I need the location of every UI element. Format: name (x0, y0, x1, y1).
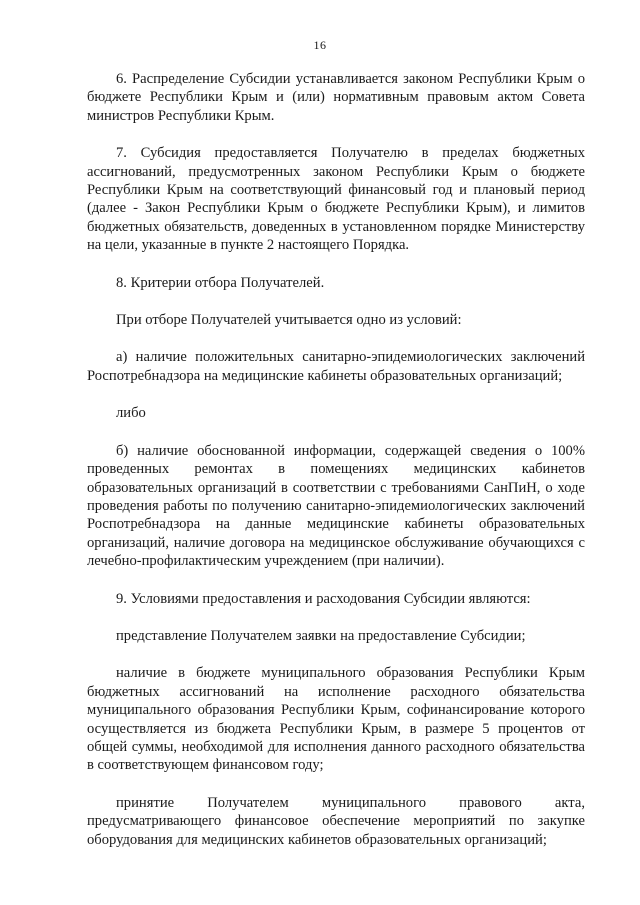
paragraph-or: либо (116, 405, 146, 422)
paragraph-budget-allocation: наличие в бюджете муниципального образования Республики Крым бюджетных ассигнований на исполнение расходного обязательства муниципального образования Республики Крым, софинансирование которого осуществляется из бюджета Республики Крым, в размере 5 процентов от общей суммы, необходимой для исполнения данного расходного обязательства в соответствующем финансовом году; (87, 665, 585, 774)
paragraph-9-conditions: 9. Условиями предоставления и расходования Субсидии являются: (116, 590, 531, 607)
paragraph-condition-b: б) наличие обоснованной информации, содержащей сведения о 100% проведенных ремонтах в помещениях медицинских кабинетов образовательных организаций в соответствии с требованиями СанПиН, о ходе проведения работы по получению санитарно-эпидемиологических заключений Роспотребнадзора на данные медицинские кабинеты образовательных организаций, наличие договора на медицинское обслуживание обучающихся с лечебно-профилактическим учреждением (при наличии). (87, 442, 585, 570)
paragraph-6-distribution: 6. Распределение Субсидии устанавливается законом Республики Крым о бюджете Республики Крым и (или) нормативным правовым актом Совета министров Республики Крым. (87, 71, 585, 124)
page-number: 16 (313, 38, 327, 52)
document-body (87, 70, 585, 868)
paragraph-8-selection-criteria: 8. Критерии отбора Получателей. (116, 274, 325, 291)
paragraph-selection-conditions: При отборе Получателей учитывается одно из условий: (116, 312, 462, 329)
paragraph-7-subsidy-limits: 7. Субсидия предоставляется Получателю в пределах бюджетных ассигнований, предусмотренных законом Республики Крым о бюджете Республики Крым на соответствующий финансовый год и плановый период (далее - Закон Республики Крым о бюджете Республики Крым), и лимитов бюджетных обязательств, доведенных в установленном порядке Министерству на цели, указанные в пункте 2 настоящего Порядка. (87, 145, 585, 254)
paragraph-condition-a: а) наличие положительных санитарно-эпидемиологических заключений Роспотребнадзора на медицинские кабинеты образовательных организаций; (87, 349, 585, 384)
paragraph-municipal-act: принятие Получателем муниципального правового акта, предусматривающего финансовое обеспечение мероприятий по закупке оборудования для медицинских кабинетов образовательных организаций; (87, 794, 585, 848)
paragraph-application: представление Получателем заявки на предоставление Субсидии; (116, 627, 526, 644)
